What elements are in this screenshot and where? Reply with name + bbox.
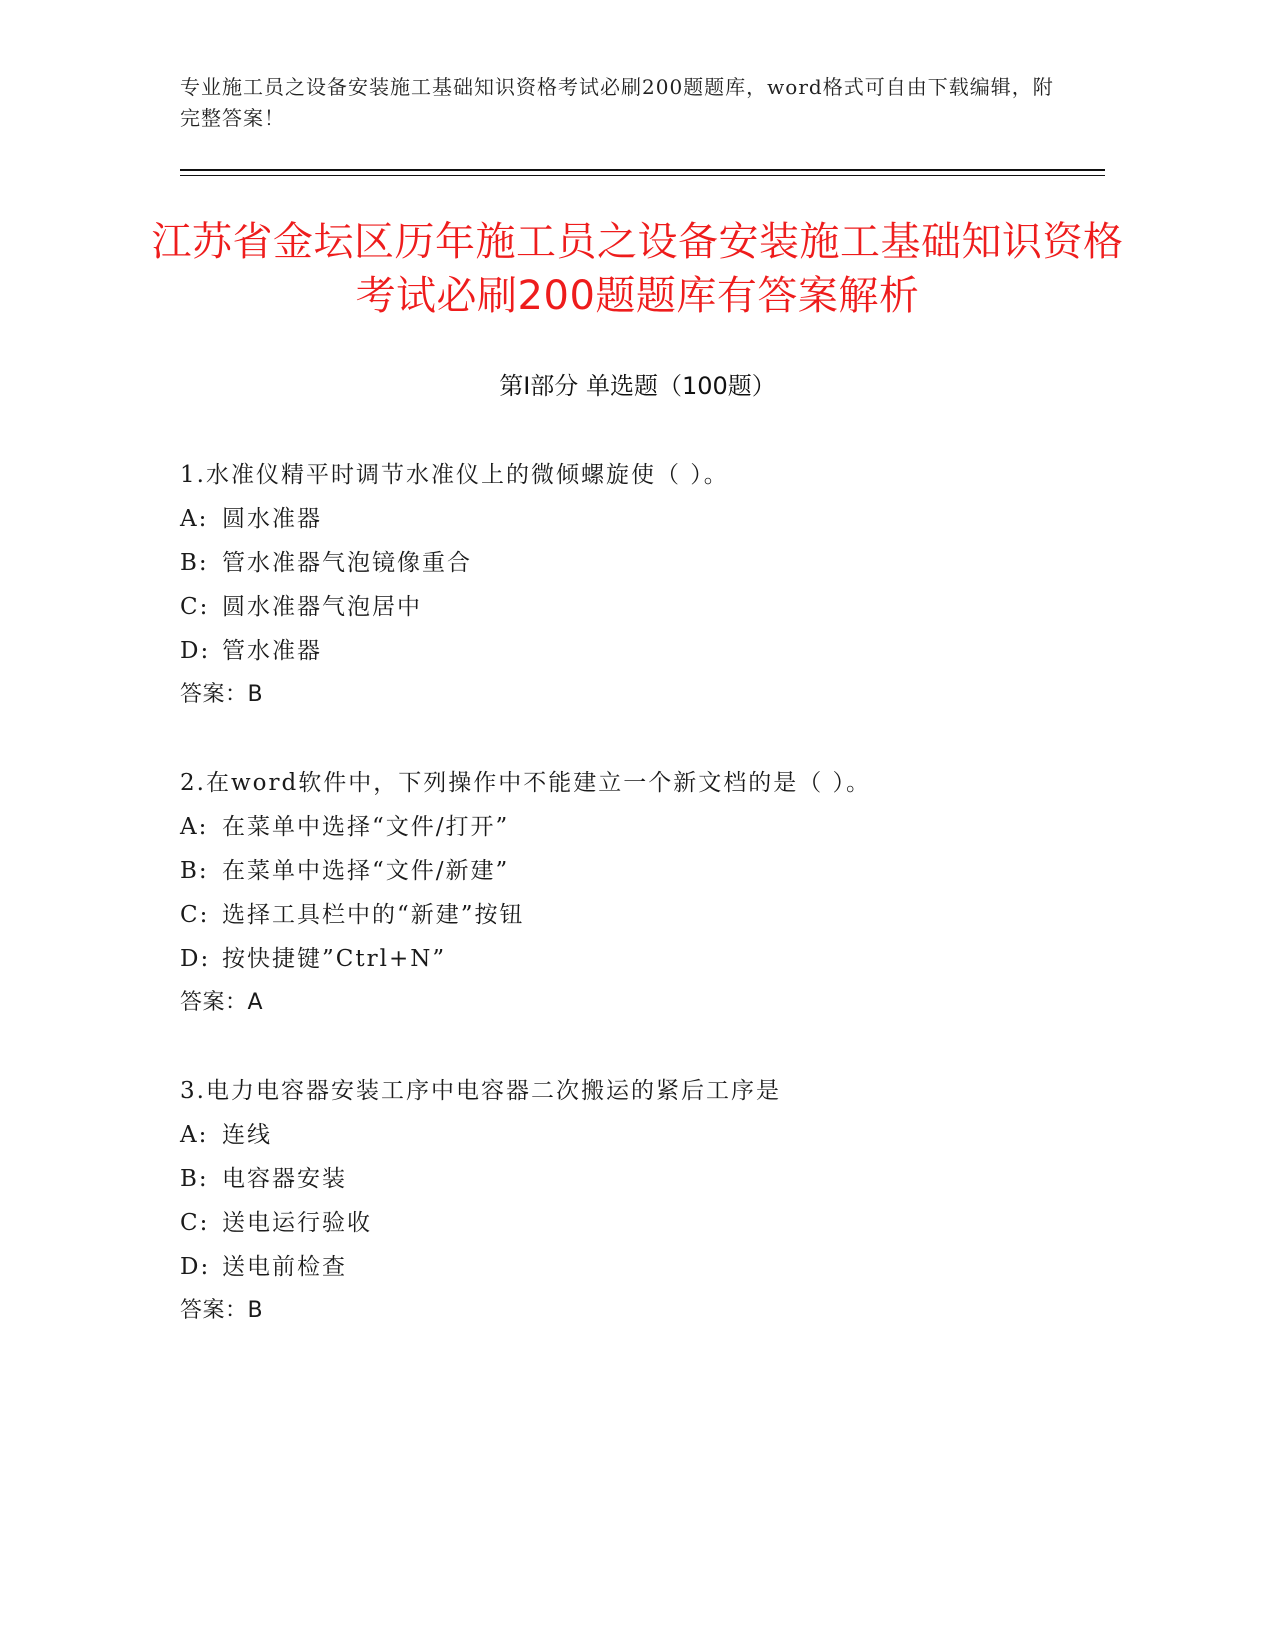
answer-line: 答案：B	[180, 1298, 264, 1323]
option-text: 选择工具栏中的“新建”按钮	[222, 902, 525, 928]
option-text: 管水准器气泡镜像重合	[222, 550, 472, 576]
option-key: A:	[180, 1122, 209, 1148]
option-b	[180, 541, 1100, 585]
option-text: 连线	[222, 1122, 272, 1148]
option-c	[180, 1201, 1100, 1245]
option-d	[180, 1245, 1100, 1289]
option-key: A:	[180, 506, 209, 532]
question-2	[180, 761, 1100, 1025]
option-c	[180, 585, 1100, 629]
option-text: 送电前检查	[222, 1254, 347, 1280]
question-text: 2.在word软件中，下列操作中不能建立一个新文档的是（ ）。	[180, 770, 872, 796]
option-key: A:	[180, 814, 209, 840]
option-text: 电容器安装	[222, 1166, 347, 1192]
option-key: C:	[180, 1210, 210, 1236]
option-key: B:	[180, 858, 209, 884]
document-title: 江苏省金坛区历年施工员之设备安装施工基础知识资格考试必刷200题题库有答案解析	[151, 219, 1124, 319]
option-key: B:	[180, 1166, 209, 1192]
question-1	[180, 453, 1100, 717]
option-text: 按快捷键”Ctrl+N”	[222, 946, 447, 972]
option-key: D:	[180, 946, 211, 972]
question-list	[180, 453, 1100, 1377]
header-rule-thin	[180, 175, 1105, 176]
option-text: 在菜单中选择“文件/新建”	[222, 858, 510, 884]
option-c	[180, 893, 1100, 937]
option-text: 圆水准器	[222, 506, 322, 532]
answer-line: 答案：A	[180, 990, 264, 1015]
option-b	[180, 849, 1100, 893]
option-text: 在菜单中选择“文件/打开”	[222, 814, 510, 840]
option-key: B:	[180, 550, 209, 576]
option-d	[180, 937, 1100, 981]
option-text: 管水准器	[222, 638, 322, 664]
answer-line: 答案：B	[180, 682, 264, 707]
section-title: 第Ⅰ部分 单选题（100题）	[499, 372, 776, 400]
option-key: D:	[180, 1254, 211, 1280]
option-text: 圆水准器气泡居中	[222, 594, 422, 620]
option-b	[180, 1157, 1100, 1201]
option-d	[180, 629, 1100, 673]
option-text: 送电运行验收	[222, 1210, 372, 1236]
option-a	[180, 1113, 1100, 1157]
question-3	[180, 1069, 1100, 1333]
option-key: D:	[180, 638, 211, 664]
header-rule-thick	[180, 169, 1105, 171]
question-text: 1.水准仪精平时调节水准仪上的微倾螺旋使（ ）。	[180, 462, 729, 488]
option-a	[180, 805, 1100, 849]
option-key: C:	[180, 902, 210, 928]
option-key: C:	[180, 594, 210, 620]
option-a	[180, 497, 1100, 541]
header-note: 专业施工员之设备安装施工基础知识资格考试必刷200题题库，word格式可自由下载编辑，附完整答案！	[180, 75, 1054, 130]
question-text: 3.电力电容器安装工序中电容器二次搬运的紧后工序是	[180, 1078, 781, 1104]
